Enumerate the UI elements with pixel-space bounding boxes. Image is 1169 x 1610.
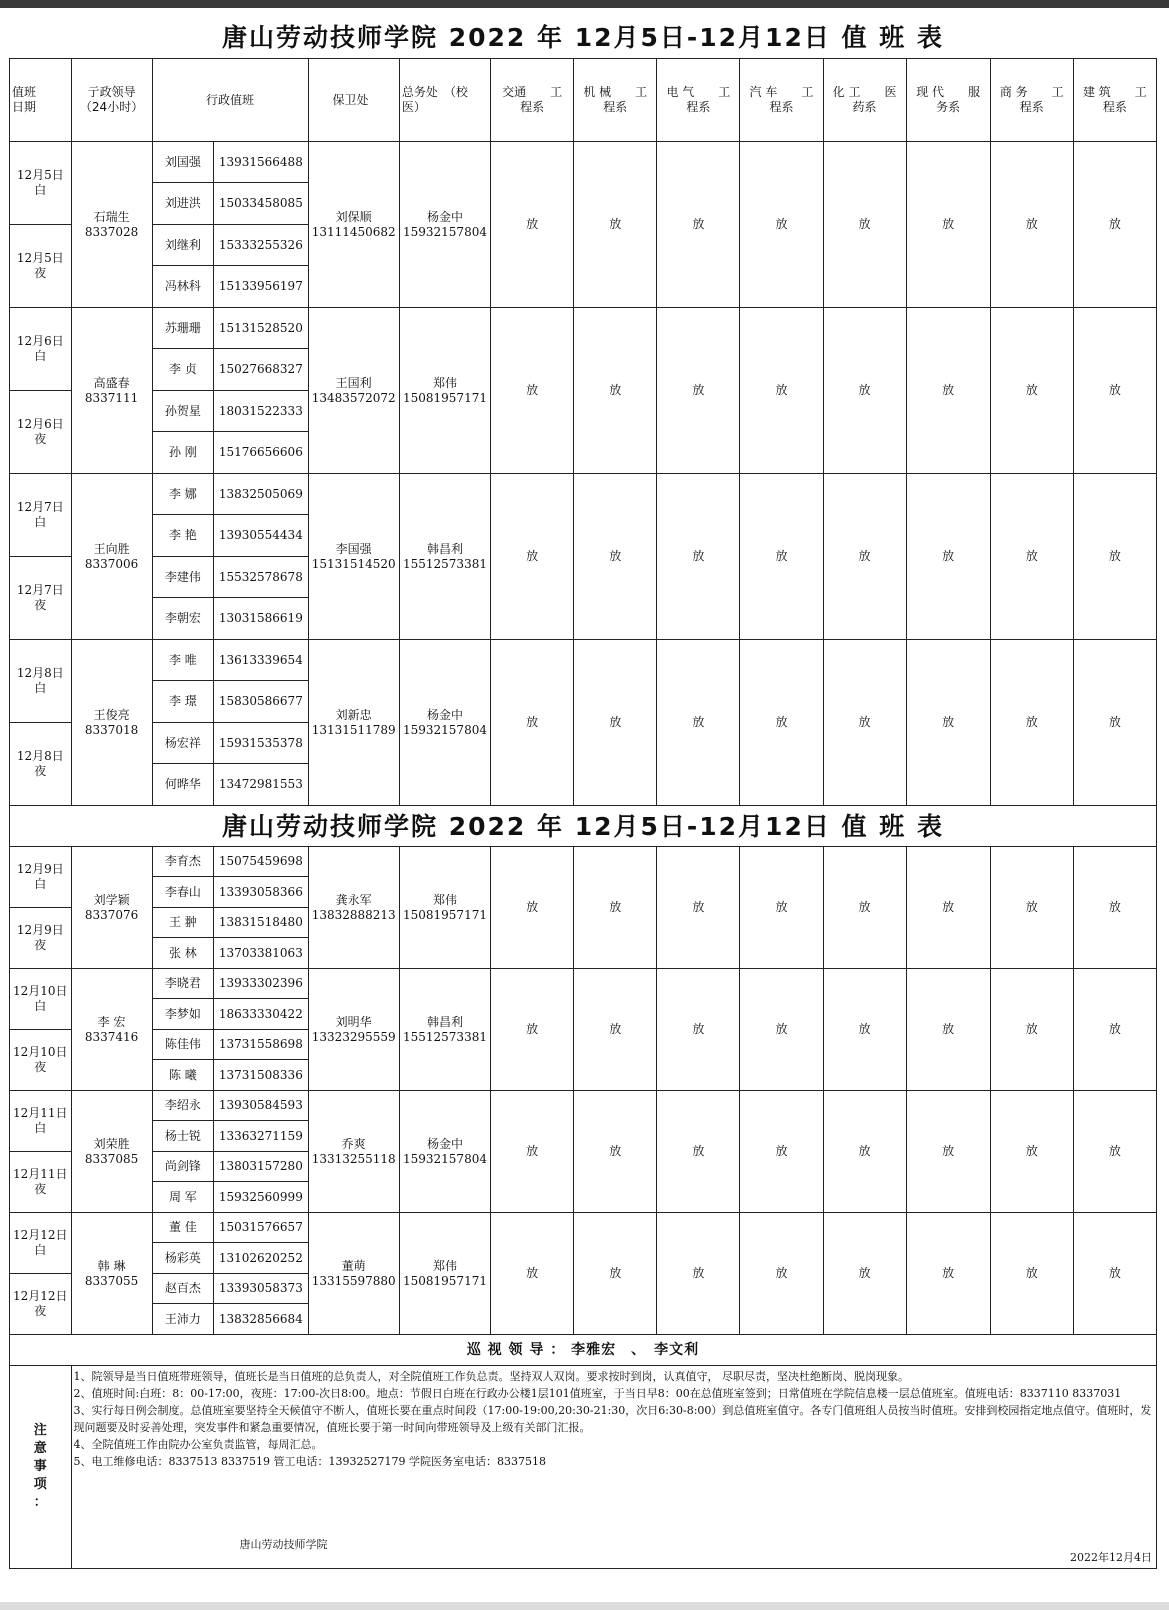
staff-name: 杨士锐 — [152, 1121, 214, 1152]
staff-name: 李晓君 — [152, 969, 214, 999]
staff-phone: 13930584593 — [214, 1091, 308, 1121]
header-admin: 行政值班 — [152, 59, 308, 142]
dept-status: 放 — [491, 969, 574, 1091]
header-general: 总务处 （校 医） — [399, 59, 490, 142]
dept-status: 放 — [491, 308, 574, 474]
date-day: 12月6日白 — [10, 308, 72, 391]
staff-phone: 13931566488 — [214, 142, 308, 183]
security-cell: 王国利 13483572072 — [308, 308, 399, 474]
dept-status: 放 — [990, 474, 1073, 640]
staff-name: 张 林 — [152, 938, 214, 969]
dept-status: 放 — [823, 308, 906, 474]
dept-status: 放 — [491, 847, 574, 969]
staff-row — [10, 1213, 1157, 1243]
staff-phone: 18031522333 — [214, 391, 308, 432]
general-cell: 杨金中 15932157804 — [399, 142, 490, 308]
duty-schedule-sheet — [9, 18, 1157, 1569]
staff-phone: 13102620252 — [214, 1243, 308, 1274]
leader-cell: 王向胜 8337006 — [71, 474, 152, 640]
header-dept: 现 代 服 务系 — [906, 59, 990, 142]
notes-label: 注 意 事 项 ： — [10, 1366, 72, 1569]
date-night: 12月8日夜 — [10, 723, 72, 806]
staff-phone: 15532578678 — [214, 557, 308, 598]
staff-name: 李梦如 — [152, 999, 214, 1030]
dept-status: 放 — [740, 640, 823, 806]
general-cell: 韩昌利 15512573381 — [399, 474, 490, 640]
dept-status: 放 — [657, 308, 740, 474]
security-cell: 李国强 15131514520 — [308, 474, 399, 640]
staff-phone: 13703381063 — [214, 938, 308, 969]
header-dept: 汽 车 工 程系 — [740, 59, 823, 142]
dept-status: 放 — [574, 847, 657, 969]
date-night: 12月12日 夜 — [10, 1274, 72, 1335]
security-cell: 刘保顺 13111450682 — [308, 142, 399, 308]
staff-row — [10, 969, 1157, 999]
leader-cell: 刘荣胜 8337085 — [71, 1091, 152, 1213]
dept-status: 放 — [906, 1091, 990, 1213]
staff-phone: 15176656606 — [214, 432, 308, 474]
dept-status: 放 — [657, 640, 740, 806]
staff-phone: 15931535378 — [214, 723, 308, 764]
dept-status: 放 — [990, 969, 1073, 1091]
general-cell: 杨金中 15932157804 — [399, 1091, 490, 1213]
dept-status: 放 — [1073, 640, 1156, 806]
dept-status: 放 — [823, 640, 906, 806]
dept-status: 放 — [740, 142, 823, 308]
bottom-border — [0, 1602, 1169, 1610]
dept-status: 放 — [574, 969, 657, 1091]
staff-row — [10, 1091, 1157, 1121]
dept-status: 放 — [823, 847, 906, 969]
staff-name: 李 娜 — [152, 474, 214, 515]
date-night: 12月7日夜 — [10, 557, 72, 640]
staff-name: 孙 刚 — [152, 432, 214, 474]
staff-name: 尚剑锋 — [152, 1152, 214, 1182]
staff-phone: 13031586619 — [214, 598, 308, 640]
dept-status: 放 — [990, 1213, 1073, 1335]
dept-status: 放 — [657, 969, 740, 1091]
staff-name: 李 艳 — [152, 515, 214, 557]
general-cell: 韩昌利 15512573381 — [399, 969, 490, 1091]
notes-content — [71, 1366, 1156, 1569]
top-border — [0, 0, 1169, 8]
staff-row — [10, 640, 1157, 681]
page-title: 唐山劳动技师学院 2022 年 12月5日-12月12日 值 班 表 — [222, 23, 944, 52]
staff-name: 李建伟 — [152, 557, 214, 598]
header-dept: 电 气 工 程系 — [657, 59, 740, 142]
staff-phone: 13930554434 — [214, 515, 308, 557]
date-day: 12月8日白 — [10, 640, 72, 723]
staff-name: 李育杰 — [152, 847, 214, 877]
header-dept: 机 械 工 程系 — [574, 59, 657, 142]
staff-phone: 13731558698 — [214, 1030, 308, 1060]
staff-phone: 13831518480 — [214, 908, 308, 938]
staff-name: 王沛力 — [152, 1304, 214, 1335]
leader-cell: 王俊亮 8337018 — [71, 640, 152, 806]
dept-status: 放 — [823, 142, 906, 308]
staff-phone: 13393058373 — [214, 1274, 308, 1304]
date-night: 12月5日夜 — [10, 225, 72, 308]
dept-status: 放 — [574, 308, 657, 474]
leader-cell: 高盛春8337111 — [71, 308, 152, 474]
dept-status: 放 — [1073, 474, 1156, 640]
staff-phone: 15033458085 — [214, 183, 308, 225]
header-leader: 亍政领导 （24小时） — [71, 59, 152, 142]
staff-name: 周 军 — [152, 1182, 214, 1213]
security-cell: 乔爽 13313255118 — [308, 1091, 399, 1213]
dept-status: 放 — [990, 142, 1073, 308]
staff-phone: 15932560999 — [214, 1182, 308, 1213]
staff-name: 杨宏祥 — [152, 723, 214, 764]
issue-date: 2022年12月4日 — [1070, 1551, 1152, 1564]
dept-status: 放 — [491, 640, 574, 806]
staff-phone: 15027668327 — [214, 349, 308, 391]
staff-phone: 13613339654 — [214, 640, 308, 681]
security-cell: 刘明华 13323295559 — [308, 969, 399, 1091]
security-cell: 刘新忠 13131511789 — [308, 640, 399, 806]
header-date: 值班 日期 — [10, 59, 72, 142]
staff-phone: 13933302396 — [214, 969, 308, 999]
dept-status: 放 — [491, 1213, 574, 1335]
dept-status: 放 — [491, 474, 574, 640]
date-day: 12月10日 白 — [10, 969, 72, 1030]
dept-status: 放 — [657, 847, 740, 969]
staff-name: 李 唯 — [152, 640, 214, 681]
dept-status: 放 — [574, 474, 657, 640]
header-dept: 交通 工 程系 — [491, 59, 574, 142]
dept-status: 放 — [740, 847, 823, 969]
general-cell: 郑伟 15081957171 — [399, 308, 490, 474]
staff-phone: 13731508336 — [214, 1060, 308, 1091]
dept-status: 放 — [491, 1091, 574, 1213]
dept-status: 放 — [823, 969, 906, 1091]
dept-status: 放 — [1073, 1091, 1156, 1213]
staff-name: 刘进洪 — [152, 183, 214, 225]
dept-status: 放 — [740, 308, 823, 474]
dept-status: 放 — [823, 474, 906, 640]
dept-status: 放 — [657, 142, 740, 308]
staff-name: 李绍永 — [152, 1091, 214, 1121]
staff-name: 赵百杰 — [152, 1274, 214, 1304]
date-night: 12月10日 夜 — [10, 1030, 72, 1091]
staff-phone: 13832856684 — [214, 1304, 308, 1335]
staff-phone: 15075459698 — [214, 847, 308, 877]
dept-status: 放 — [1073, 847, 1156, 969]
staff-name: 李春山 — [152, 877, 214, 908]
dept-status: 放 — [740, 474, 823, 640]
leader-cell: 韩 琳 8337055 — [71, 1213, 152, 1335]
dept-status: 放 — [990, 847, 1073, 969]
dept-status: 放 — [657, 1213, 740, 1335]
staff-row — [10, 474, 1157, 515]
staff-name: 李 贞 — [152, 349, 214, 391]
dept-status: 放 — [491, 142, 574, 308]
staff-phone: 13803157280 — [214, 1152, 308, 1182]
staff-name: 孙贺星 — [152, 391, 214, 432]
dept-status: 放 — [906, 640, 990, 806]
staff-phone: 15131528520 — [214, 308, 308, 349]
note-item: 4、全院值班工作由院办公室负责监管，每周汇总。 — [73, 1438, 323, 1451]
issuer-name: 唐山劳动技师学院 — [239, 1538, 328, 1551]
dept-status: 放 — [906, 142, 990, 308]
dept-status: 放 — [740, 1091, 823, 1213]
staff-name: 陈 曦 — [152, 1060, 214, 1091]
date-night: 12月11日 夜 — [10, 1152, 72, 1213]
leader-cell: 石瑞生 8337028 — [71, 142, 152, 308]
general-cell: 郑伟 15081957171 — [399, 1213, 490, 1335]
staff-phone: 15133956197 — [214, 266, 308, 308]
patrol-leaders: 巡 视 领 导 ： 李雅宏 、 李文利 — [10, 1335, 1157, 1366]
patrol-row — [10, 1335, 1157, 1366]
header-dept: 建 筑 工 程系 — [1073, 59, 1156, 142]
dept-status: 放 — [906, 1213, 990, 1335]
note-item: 5、电工维修电话：8337513 8337519 管工电话：13932527179 学院医务室电话：8337518 — [73, 1455, 546, 1468]
staff-row — [10, 142, 1157, 183]
note-item: 1、院领导是当日值班带班领导，值班长是当日值班的总负责人，对全院值班工作负总责。坚持双人双岗。要求按时到岗，认真值守， 尽职尽责，坚决杜绝断岗、脱岗现象。 — [73, 1370, 910, 1383]
dept-status: 放 — [906, 474, 990, 640]
dept-status: 放 — [906, 969, 990, 1091]
staff-name: 李 璟 — [152, 681, 214, 723]
header-dept: 商 务 工 程系 — [990, 59, 1073, 142]
staff-name: 苏珊珊 — [152, 308, 214, 349]
staff-name: 董 佳 — [152, 1213, 214, 1243]
dept-status: 放 — [823, 1213, 906, 1335]
dept-status: 放 — [1073, 969, 1156, 1091]
staff-name: 王 翀 — [152, 908, 214, 938]
dept-status: 放 — [740, 969, 823, 1091]
general-cell: 杨金中 15932157804 — [399, 640, 490, 806]
staff-phone: 13472981553 — [214, 764, 308, 806]
leader-cell: 刘学颖 8337076 — [71, 847, 152, 969]
dept-status: 放 — [1073, 308, 1156, 474]
staff-phone: 15333255326 — [214, 225, 308, 266]
staff-phone: 13393058366 — [214, 877, 308, 908]
dept-status: 放 — [574, 640, 657, 806]
dept-status: 放 — [990, 308, 1073, 474]
date-night: 12月6日夜 — [10, 391, 72, 474]
dept-status: 放 — [740, 1213, 823, 1335]
date-day: 12月5日白 — [10, 142, 72, 225]
staff-name: 李朝宏 — [152, 598, 214, 640]
staff-name: 刘国强 — [152, 142, 214, 183]
date-day: 12月9日白 — [10, 847, 72, 908]
dept-status: 放 — [657, 474, 740, 640]
leader-cell: 李 宏 8337416 — [71, 969, 152, 1091]
staff-name: 陈佳伟 — [152, 1030, 214, 1060]
duty-table — [9, 58, 1157, 1569]
staff-phone: 18633330422 — [214, 999, 308, 1030]
notes-row — [10, 1366, 1157, 1569]
staff-phone: 15830586677 — [214, 681, 308, 723]
date-night: 12月9日夜 — [10, 908, 72, 969]
staff-phone: 15031576657 — [214, 1213, 308, 1243]
header-dept: 化 工 医 药系 — [823, 59, 906, 142]
security-cell: 董萌 13315597880 — [308, 1213, 399, 1335]
staff-row — [10, 308, 1157, 349]
dept-status: 放 — [574, 142, 657, 308]
header-row — [10, 59, 1157, 142]
dept-status: 放 — [574, 1091, 657, 1213]
date-day: 12月11日 白 — [10, 1091, 72, 1152]
dept-status: 放 — [990, 640, 1073, 806]
dept-status: 放 — [657, 1091, 740, 1213]
dept-status: 放 — [823, 1091, 906, 1213]
staff-name: 何晔华 — [152, 764, 214, 806]
note-item: 3、实行每日例会制度。总值班室要坚持全天候值守不断人，值班长要在重点时间段（17:00-19:00,20:30-21:30，次日6:30-8:00）到总值班室值守。各专门值班组人员按当时值班。安排到校园指定地点值守。值班时，发现问题要及时妥善处理，突发事件和紧急重要情况，值班长要于第一时间向带班领导及上级有关部门汇报。 — [73, 1404, 1152, 1434]
dept-status: 放 — [906, 847, 990, 969]
repeat-title-row — [10, 806, 1157, 847]
staff-name: 杨彩英 — [152, 1243, 214, 1274]
staff-name: 刘继利 — [152, 225, 214, 266]
staff-phone: 13832505069 — [214, 474, 308, 515]
note-item: 2、值班时间:白班：8：00-17:00，夜班：17:00-次日8:00。地点：节假日白班在行政办公楼1层101值班室，于当日早8：00在总值班室签到；日常值班在学院信息楼一层总值班室。值班电话：8337110 8337031 — [73, 1387, 1122, 1400]
staff-phone: 13363271159 — [214, 1121, 308, 1152]
dept-status: 放 — [990, 1091, 1073, 1213]
staff-name: 冯林科 — [152, 266, 214, 308]
general-cell: 郑伟 15081957171 — [399, 847, 490, 969]
header-security: 保卫处 — [308, 59, 399, 142]
dept-status: 放 — [574, 1213, 657, 1335]
dept-status: 放 — [906, 308, 990, 474]
dept-status: 放 — [1073, 142, 1156, 308]
repeat-title: 唐山劳动技师学院 2022 年 12月5日-12月12日 值 班 表 — [10, 806, 1157, 847]
dept-status: 放 — [1073, 1213, 1156, 1335]
staff-row — [10, 847, 1157, 877]
security-cell: 龚永军 13832888213 — [308, 847, 399, 969]
date-day: 12月7日白 — [10, 474, 72, 557]
date-day: 12月12日 白 — [10, 1213, 72, 1274]
